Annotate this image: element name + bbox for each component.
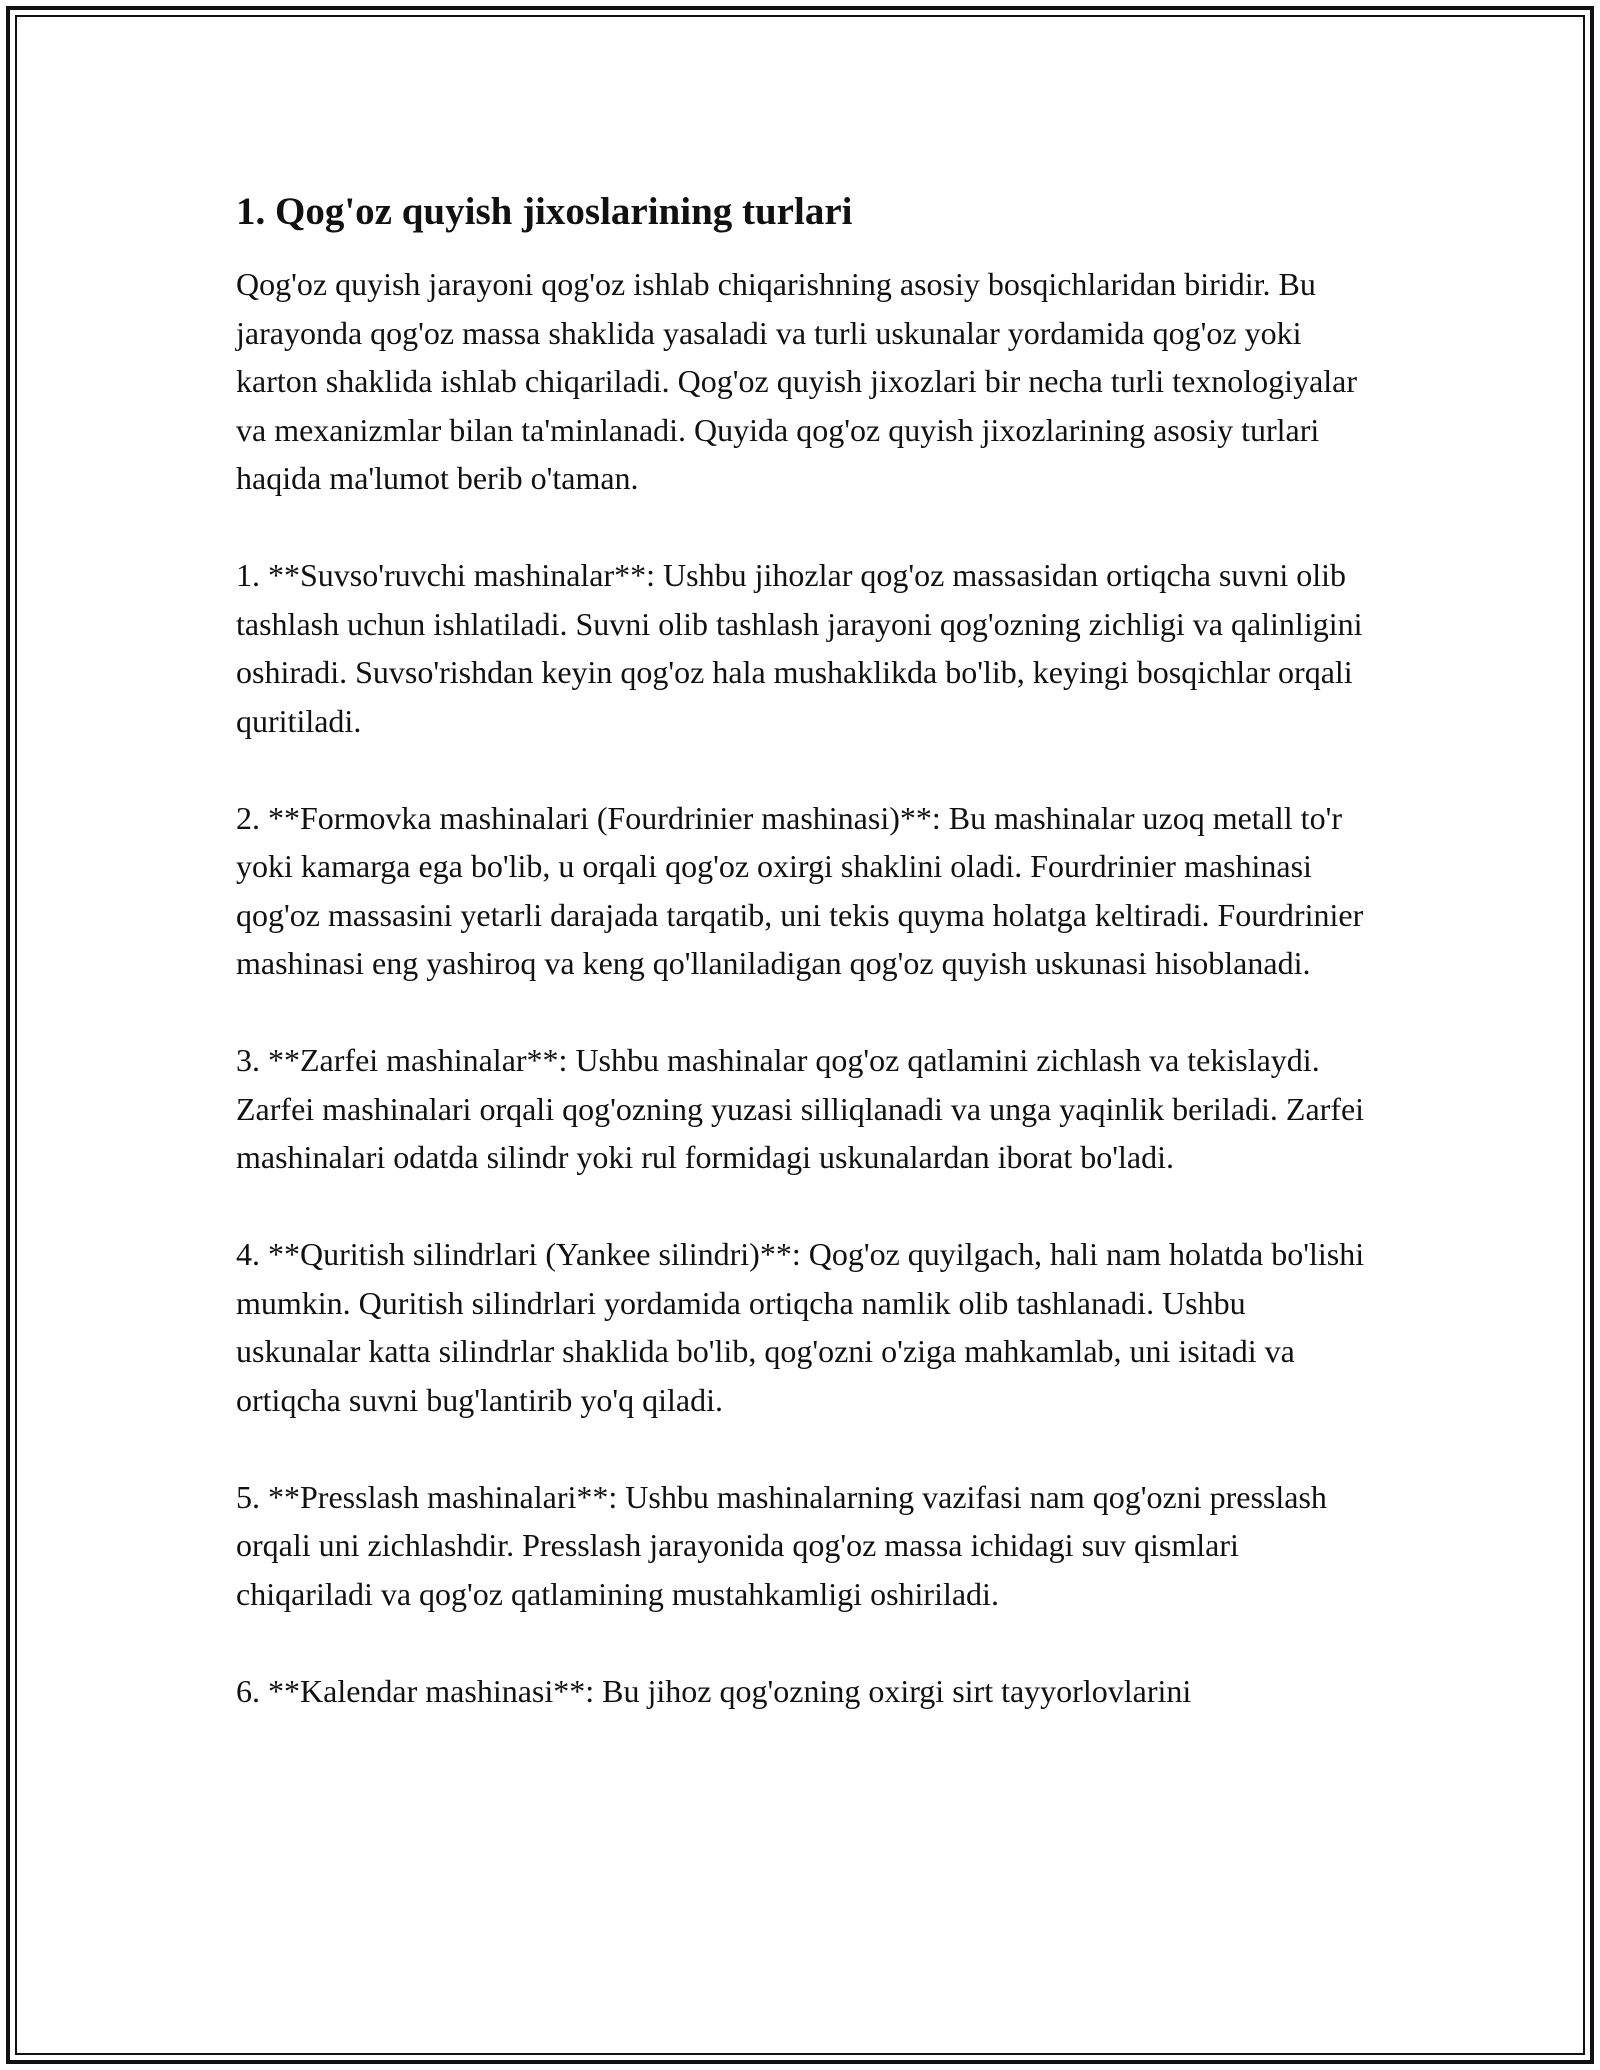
item-paragraph-5: 5. **Presslash mashinalari**: Ushbu mashinalarning vazifasi nam qog'ozni presslash orqali uni zichlashdir. Presslash jarayonida qog'oz massa ichidagi suv qismlari chiqariladi va qog'oz qatlamining mustahkamligi oshiriladi. [236,1478,1327,1612]
item-paragraph-2: 2. **Formovka mashinalari (Fourdrinier mashinasi)**: Bu mashinalar uzoq metall to'r yoki kamarga ega bo'lib, u orqali qog'oz oxirgi shaklini oladi. Fourdrinier mashinasi qog'oz massasini yetarli darajada tarqatib, uni tekis quyma holatga keltiradi. Fourdrinier mashinasi eng yashiroq va keng qo'llaniladigan qog'oz quyish uskunasi hisoblanadi. [236,799,1364,981]
document-heading: 1. Qog'oz quyish jixoslarining turlari [236,190,853,233]
item-paragraph-3: 3. **Zarfei mashinalar**: Ushbu mashinalar qog'oz qatlamini zichlash va tekislaydi. Zarfei mashinalari orqali qog'ozning yuzasi silliqlanadi va unga yaqinlik beriladi. Zarfei mashinalari odatda silindr yoki rul formidagi uskunalardan iborat bo'ladi. [236,1042,1365,1175]
item-paragraph-1: 1. **Suvso'ruvchi mashinalar**: Ushbu jihozlar qog'oz massasidan ortiqcha suvni olib tashlash uchun ishlatiladi. Suvni olib tashlash jarayoni qog'ozning zichligi va qalinligini oshiradi. Suvso'rishdan keyin qog'oz hala mushaklikda bo'lib, keyingi bosqichlar orqali quritiladi. [236,557,1363,739]
intro-paragraph: Qog'oz quyish jarayoni qog'oz ishlab chiqarishning asosiy bosqichlaridan biridir. Bu jarayonda qog'oz massa shaklida yasaladi va turli uskunalar yordamida qog'oz yoki karton shaklida ishlab chiqariladi. Qog'oz quyish jixozlari bir necha turli texnologiyalar va mexanizmlar bilan ta'minlanadi. Quyida qog'oz quyish jixozlarining asosiy turlari haqida ma'lumot berib o'taman. [236,266,1358,496]
item-paragraph-6: 6. **Kalendar mashinasi**: Bu jihoz qog'ozning oxirgi sirt tayyorlovlarini [236,1672,1192,1709]
item-paragraph-4: 4. **Quritish silindrlari (Yankee silindri)**: Qog'oz quyilgach, hali nam holatda bo'lishi mumkin. Quritish silindrlari yordamida ortiqcha namlik olib tashlanadi. Ushbu uskunalar katta silindrlar shaklida bo'lib, qog'ozni o'ziga mahkamlab, uni isitadi va ortiqcha suvni bug'lantirib yo'q qiladi. [236,1236,1365,1418]
document-body [236,186,1376,1764]
